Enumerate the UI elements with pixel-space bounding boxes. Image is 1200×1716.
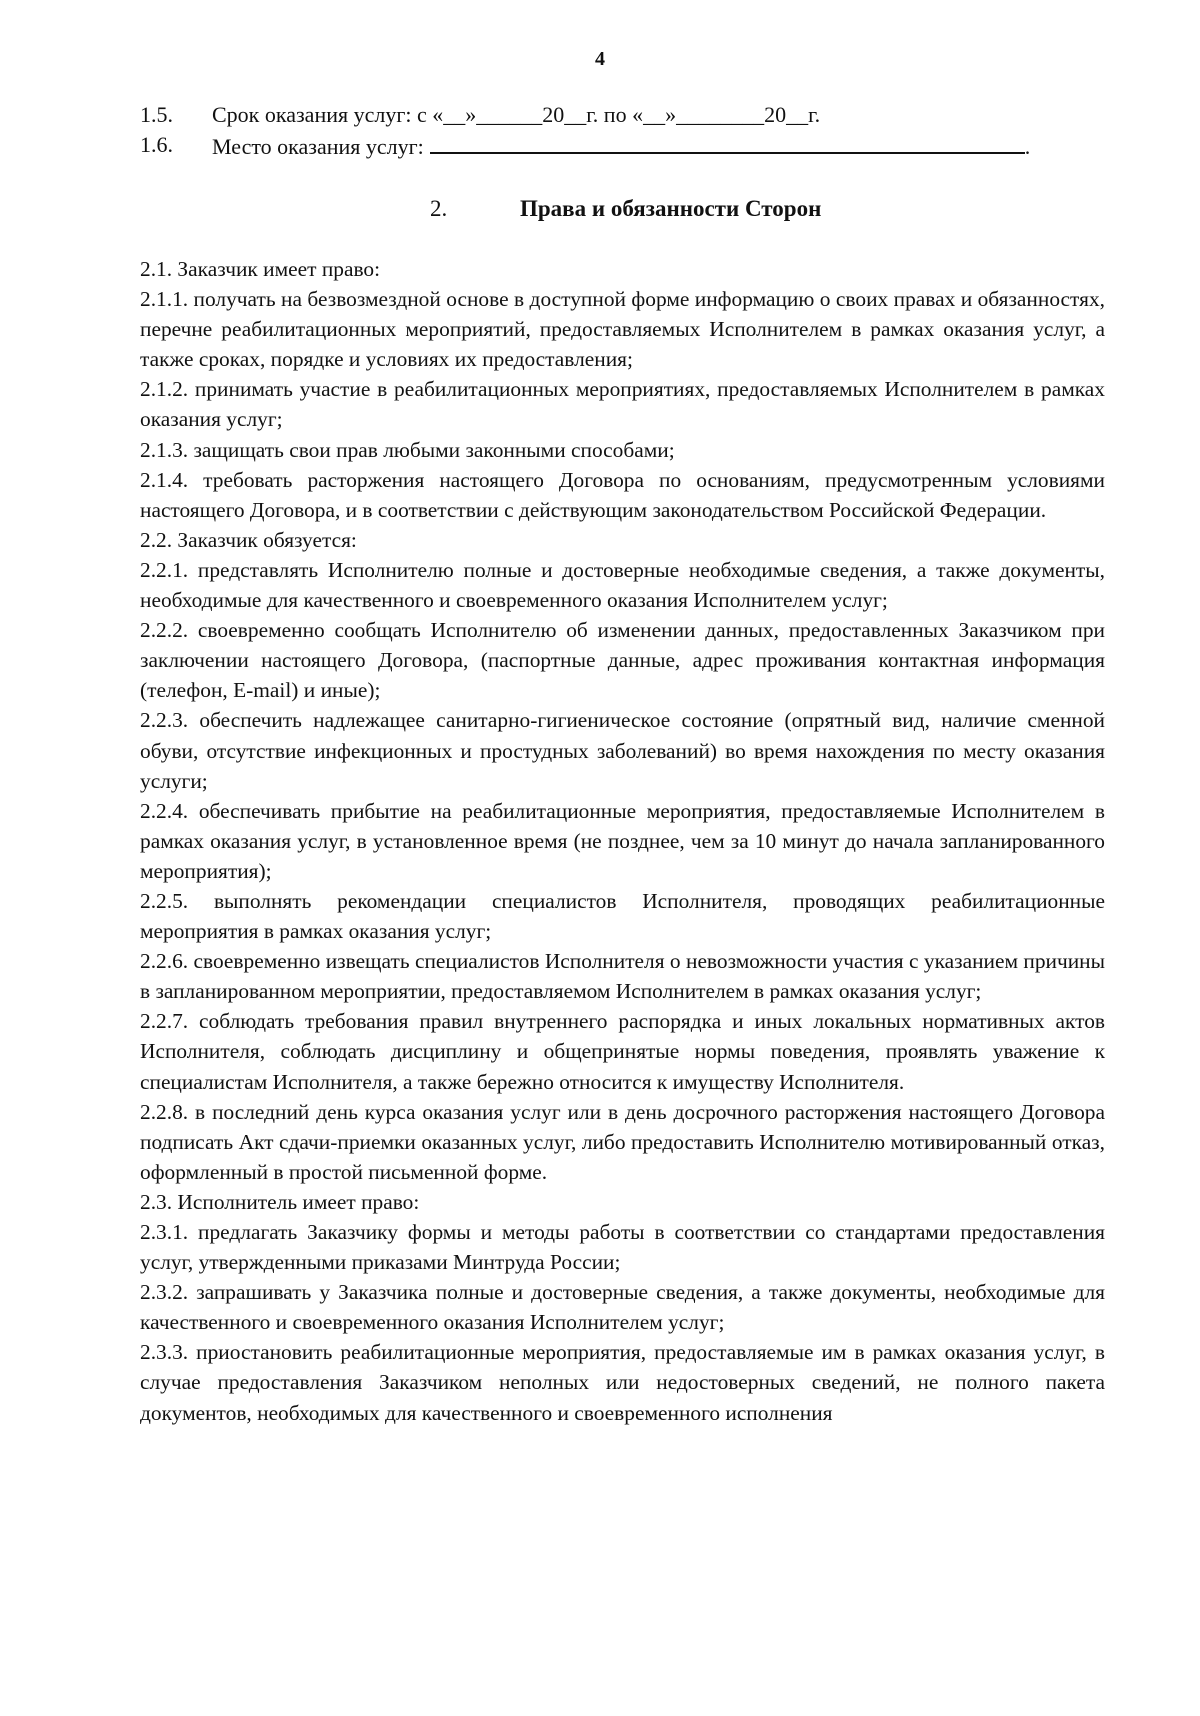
term-text: Срок оказания услуг: с «__»______20__г. по «__»________20__г. <box>212 102 821 127</box>
fill-in-blank-line <box>430 130 1025 154</box>
contract-terms <box>140 100 1100 162</box>
page-number: 4 <box>595 48 605 70</box>
clause-paragraph: 2.1.3. защищать свои прав любыми законными способами; <box>140 437 675 462</box>
clause-paragraph: 2.1.4. требовать расторжения настоящего Договора по основаниям, предусмотренным условиями настоящего Договора, и в соответствии с действующим законодательством Российской Федерации. <box>140 467 1105 522</box>
clause-paragraph: 2.2.7. соблюдать требования правил внутреннего распорядка и иных локальных нормативных актов Исполнителя, соблюдать дисциплину и общепринятые нормы поведения, проявлять уважение к специалистам Исполнителя, а также бережно относится к имуществу Исполнителя. <box>140 1009 1105 1094</box>
section-number: 2. <box>430 196 448 221</box>
clause-paragraph: 2.2.8. в последний день курса оказания услуг или в день досрочного расторжения настоящего Договора подписать Акт сдачи-приемки оказанных услуг, либо предоставить Исполнителю мотивированный отказ, оформленный в простой письменной форме. <box>140 1099 1105 1184</box>
term-item-1-5 <box>140 100 1100 130</box>
clause-paragraph: 2.1.2. принимать участие в реабилитационных мероприятиях, предоставляемых Исполнителем в рамках оказания услуг; <box>140 377 1105 432</box>
clause-paragraph: 2.3.2. запрашивать у Заказчика полные и достоверные сведения, а также документы, необходимые для качественного и своевременного оказания Исполнителем услуг; <box>140 1280 1105 1335</box>
clause-paragraph: 2.2.3. обеспечить надлежащее санитарно-гигиеническое состояние (опрятный вид, наличие сменной обуви, отсутствие инфекционных и простудных заболеваний) во время нахождения по месту оказания услуги; <box>140 708 1105 793</box>
term-item-1-6 <box>140 130 1100 162</box>
clause-paragraph: 2.3. Исполнитель имеет право: <box>140 1189 420 1214</box>
section-title: Права и обязанности Сторон <box>520 196 822 221</box>
clause-paragraph: 2.2.1. представлять Исполнителю полные и достоверные необходимые сведения, а также документы, необходимые для качественного и своевременного оказания Исполнителем услуг; <box>140 557 1105 613</box>
document-body <box>140 254 1105 1428</box>
term-number: 1.6. <box>140 132 173 157</box>
clause-paragraph: 2.1. Заказчик имеет право: <box>140 257 381 281</box>
term-text: Место оказания услуг: <box>212 134 424 159</box>
clause-paragraph: 2.3.3. приостановить реабилитационные мероприятия, предоставляемые им в рамках оказания услуг, в случае предоставления Заказчиком неполных или недостоверных сведений, не полного пакета документов, необходимых для качественного и своевременного исполнения <box>140 1340 1105 1425</box>
clause-paragraph: 2.2. Заказчик обязуется: <box>140 527 357 552</box>
clause-paragraph: 2.3.1. предлагать Заказчику формы и методы работы в соответствии со стандартами предоставления услуг, утвержденными приказами Минтруда России; <box>140 1220 1105 1275</box>
clause-paragraph: 2.2.4. обеспечивать прибытие на реабилитационные мероприятия, предоставляемые Исполнителем в рамках оказания услуг, в установленное время (не позднее, чем за 10 минут до начала запланированного мероприятия); <box>140 798 1105 883</box>
clause-paragraph: 2.1.1. получать на безвозмездной основе в доступной форме информацию о своих правах и обязанностях, перечне реабилитационных мероприятий, предоставляемых Исполнителем в рамках оказания услуг, а также сроках, порядке и условиях их предоставления; <box>140 287 1105 372</box>
clause-paragraph: 2.2.2. своевременно сообщать Исполнителю об изменении данных, предоставленных Заказчиком при заключении настоящего Договора, (паспортные данные, адрес проживания контактная информация (телефон, E-mail) и иные); <box>140 618 1105 703</box>
term-number: 1.5. <box>140 102 173 127</box>
clause-paragraph: 2.2.5. выполнять рекомендации специалистов Исполнителя, проводящих реабилитационные мероприятия в рамках оказания услуг; <box>140 888 1105 944</box>
term-text-with-blank <box>212 130 1100 162</box>
term-end-mark: . <box>1024 134 1031 159</box>
clause-paragraph: 2.2.6. своевременно извещать специалистов Исполнителя о невозможности участия с указанием причины в запланированном мероприятии, предоставляемом Исполнителем в рамках оказания услуг; <box>140 949 1105 1004</box>
